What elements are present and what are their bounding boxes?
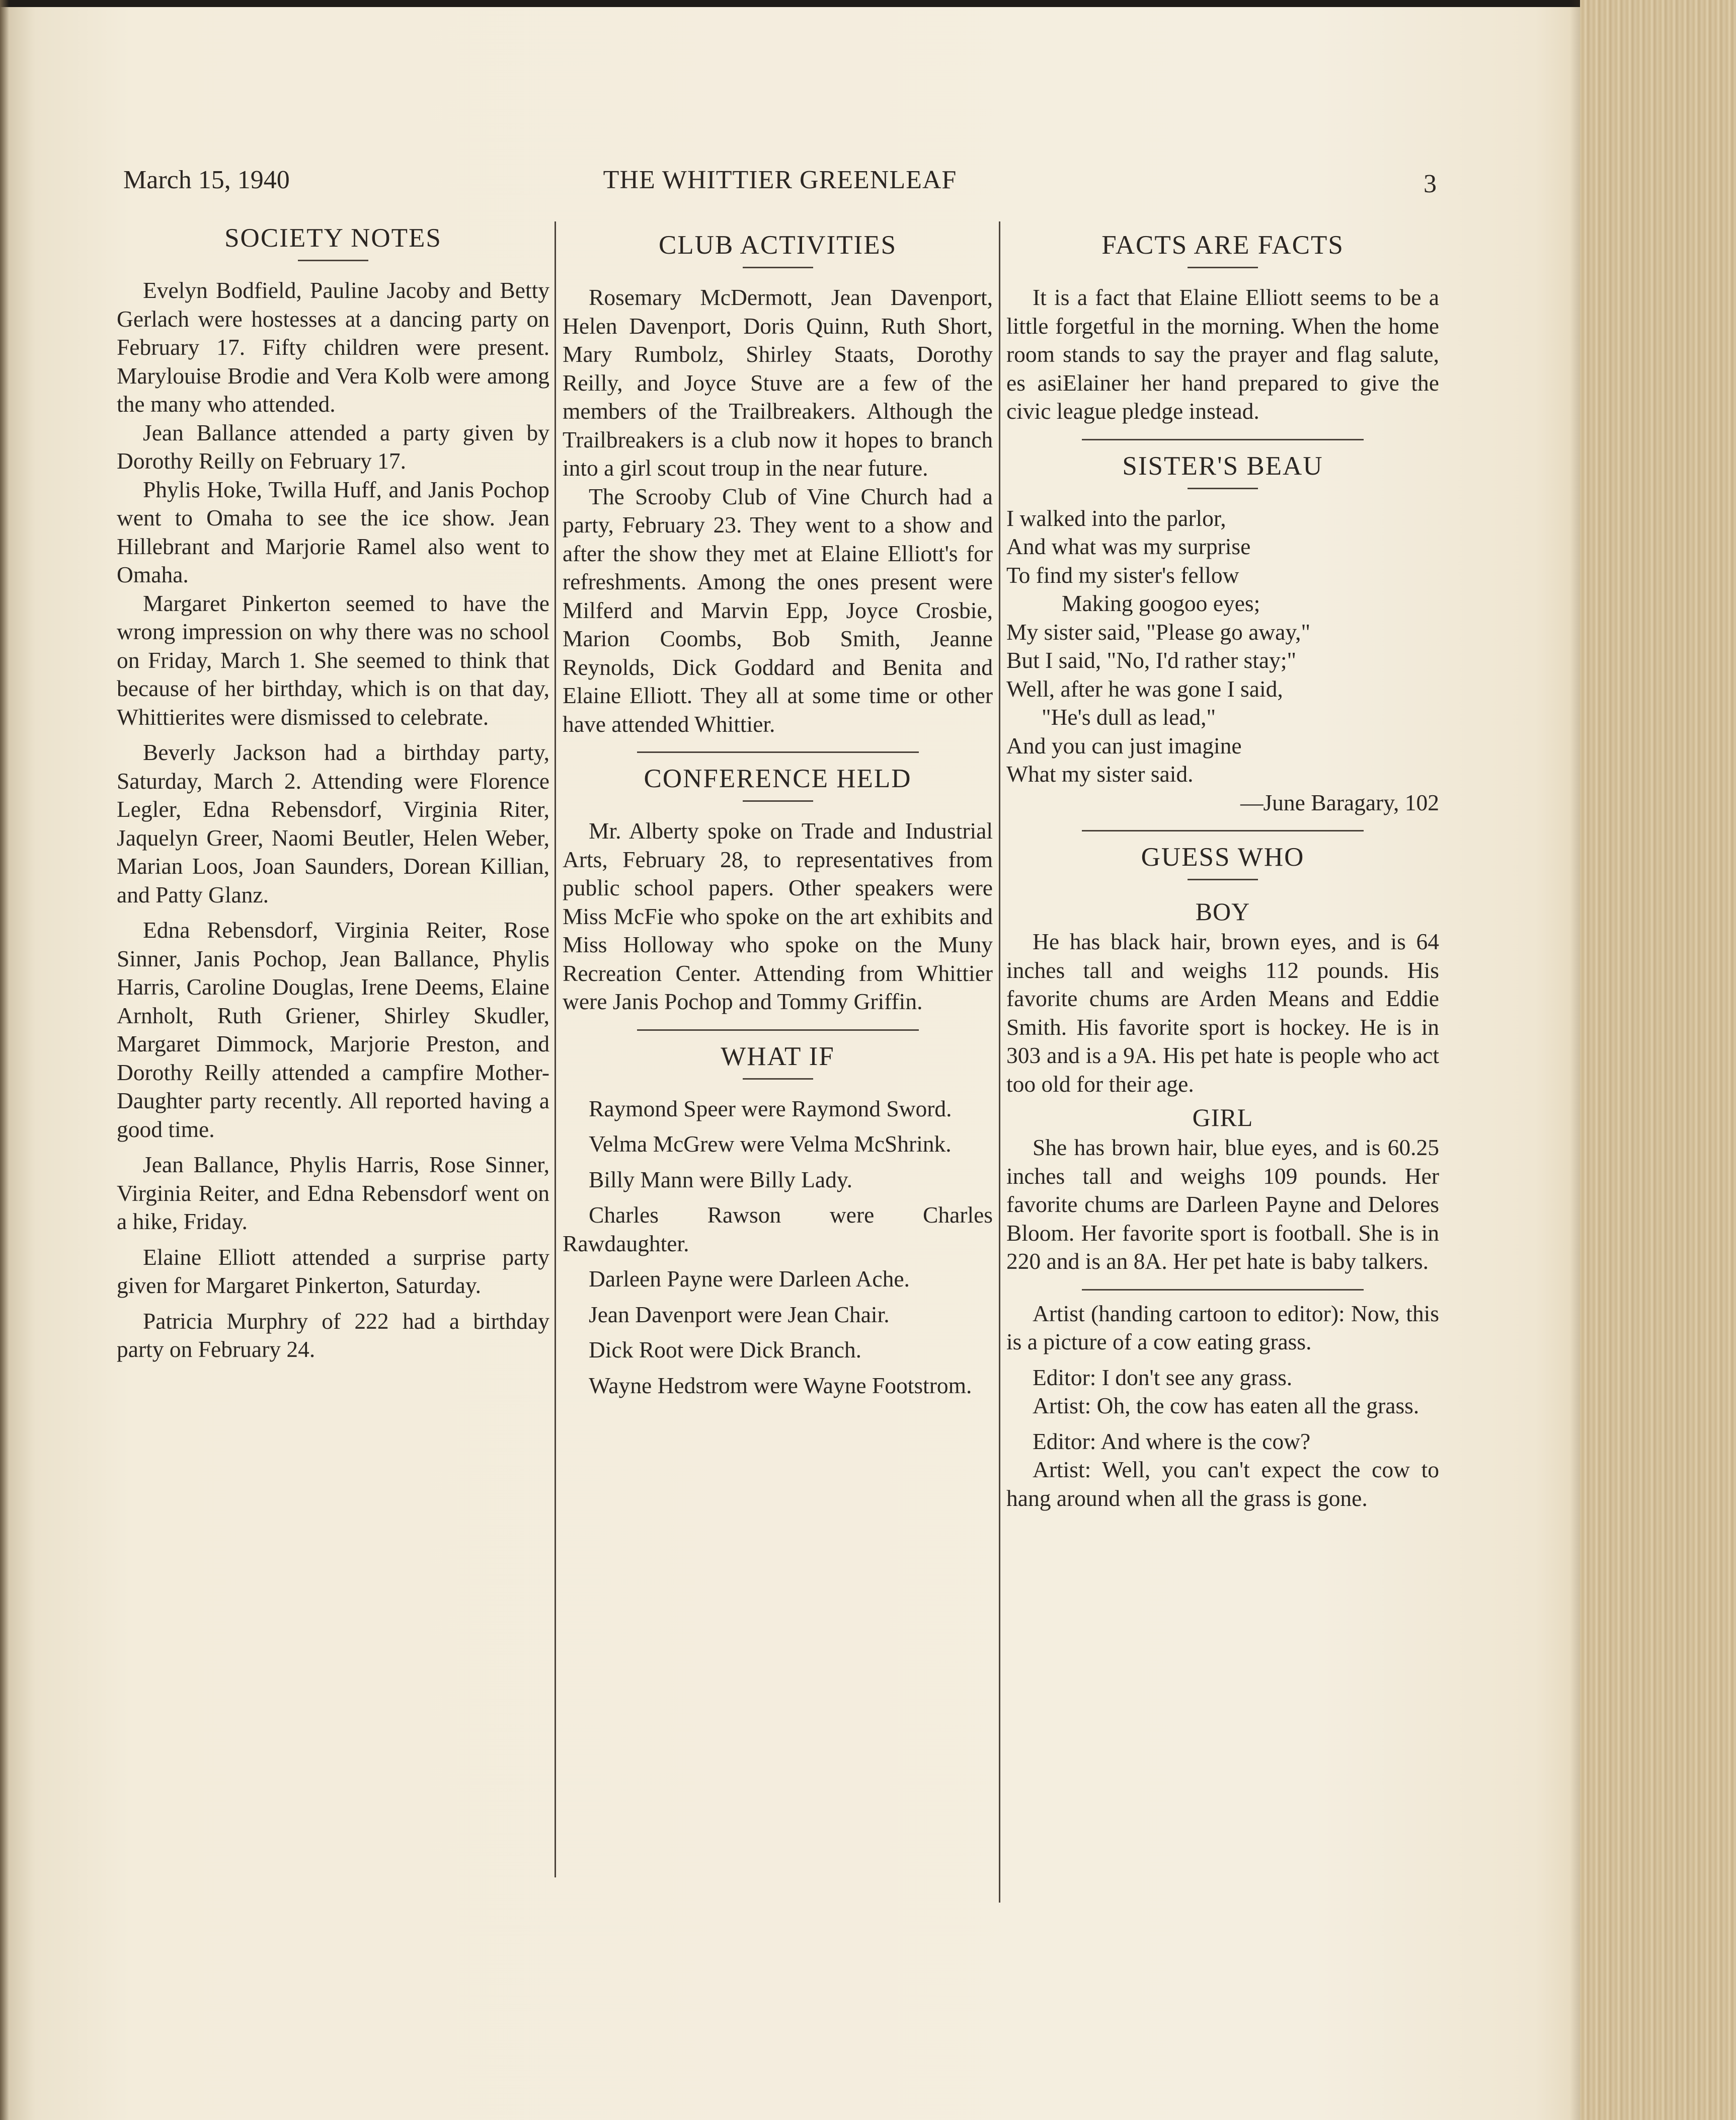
what-if-item: Velma McGrew were Velma McShrink. [589, 1131, 952, 1157]
column-3 [1006, 216, 1439, 1908]
sisters-beau-title: SISTER'S BEAU [1122, 451, 1323, 481]
what-if-item: Raymond Speer were Raymond Sword. [589, 1095, 952, 1121]
guess-who-title: GUESS WHO [1141, 843, 1305, 872]
joke-line: Editor: I don't see any grass. [1033, 1364, 1293, 1390]
section-divider [1082, 1289, 1364, 1291]
joke-line: Editor: And where is the cow? [1033, 1428, 1311, 1454]
what-if-item: Darleen Payne were Darleen Ache. [589, 1266, 910, 1292]
society-paragraph: Edna Rebensdorf, Virginia Reiter, Rose Sinner, Janis Pochop, Jean Ballance, Phylis Harris, Caroline Douglas, Irene Deems, Elaine Arnholt, Ruth Griener, Shirley Skudler, Margaret Dimmock, Marjorie Preston, and Dorothy Reilly attended a campfire Mother-Daughter party recently. All reported having a good time. [117, 917, 549, 1142]
what-if-title: WHAT IF [721, 1041, 835, 1071]
column-1 [117, 216, 549, 1908]
book-spine [1580, 0, 1736, 2120]
facts-paragraph: It is a fact that Elaine Elliott seems to be a little forgetful in the morning. When the home room stands to say the prayer and flag salute, es asiElainer her hand prepared to give the civic league pledge instead. [1006, 284, 1439, 424]
society-paragraph: Margaret Pinkerton seemed to have the wrong impression on why there was no school on Friday, March 1. She seemed to think that because of her birthday, which is on that day, Whittierites were dismissed to celebrate. [117, 590, 549, 730]
girl-description: She has brown hair, blue eyes, and is 60.25 inches tall and weighs 109 pounds. Her favorite chums are Darleen Payne and Delores Bloom. Her favorite sport is football. She is in 220 and is an 8A. Her pet hate is baby talkers. [1006, 1134, 1439, 1274]
conference-held-title: CONFERENCE HELD [644, 764, 912, 793]
poem-line: My sister said, "Please go away," [1006, 619, 1311, 645]
society-paragraph: Jean Ballance, Phylis Harris, Rose Sinner, Virginia Reiter, and Edna Rebensdorf went on a hike, Friday. [117, 1152, 549, 1234]
poem-line: Well, after he was gone I said, [1006, 675, 1283, 702]
girl-label: GIRL [1192, 1103, 1253, 1131]
club-paragraph: The Scrooby Club of Vine Church had a party, February 23. They went to a show and after the show they met at Elaine Elliott's for refreshments. Among the ones present were Milferd and Marvin Epp, Joyce Crosbie, Marion Coombs, Bob Smith, Jeanne Reynolds, Dick Goddard and Benita and Elaine Elliott. They all at some time or other have attended Whittier. [563, 483, 993, 737]
page-left-edge [0, 0, 9, 2120]
title-underline [1188, 488, 1258, 489]
title-underline [1188, 267, 1258, 268]
page-number: 3 [1424, 170, 1437, 198]
what-if-item: Billy Mann were Billy Lady. [589, 1166, 853, 1192]
what-if-item: Dick Root were Dick Branch. [589, 1337, 862, 1362]
society-paragraph: Phylis Hoke, Twilla Huff, and Janis Pochop went to Omaha to see the ice show. Jean Hillebrant and Marjorie Ramel also went to Omaha. [117, 476, 549, 587]
conference-paragraph: Mr. Alberty spoke on Trade and Industrial Arts, February 28, to representatives from public school papers. Other speakers were Miss McFie who spoke on the art exhibits and Miss Holloway who spoke on the Muny Recreation Center. Attending from Whittier were Janis Pochop and Tommy Griffin. [563, 818, 993, 1014]
poem-line: To find my sister's fellow [1006, 562, 1239, 588]
newspaper-title: THE WHITTIER GREENLEAF [603, 166, 957, 194]
column-divider-2 [999, 221, 1000, 1903]
column-2 [563, 216, 993, 1908]
poem-line: But I said, "No, I'd rather stay;" [1006, 647, 1297, 673]
society-paragraph: Jean Ballance attended a party given by Dorothy Reilly on February 17. [117, 419, 549, 474]
section-divider [1082, 830, 1364, 831]
facts-are-facts-title: FACTS ARE FACTS [1101, 231, 1344, 260]
society-paragraph: Elaine Elliott attended a surprise party given for Margaret Pinkerton, Saturday. [117, 1244, 549, 1298]
poem-line: Making googoo eyes; [1062, 590, 1260, 616]
society-paragraph: Beverly Jackson had a birthday party, Saturday, March 2. Attending were Florence Legler, Edna Rebensdorf, Virginia Riter, Jaquelyn Greer, Naomi Beutler, Helen Weber, Marian Loos, Joan Saunders, Dorean Killian, and Patty Glanz. [117, 739, 549, 907]
joke-line: Artist (handing cartoon to editor): Now, this is a picture of a cow eating grass. [1006, 1300, 1439, 1354]
title-underline [743, 1078, 813, 1080]
what-if-item: Jean Davenport were Jean Chair. [589, 1301, 890, 1327]
issue-date: March 15, 1940 [123, 166, 290, 194]
section-divider [637, 751, 919, 753]
poem-line: I walked into the parlor, [1006, 505, 1226, 531]
club-paragraph: Rosemary McDermott, Jean Davenport, Helen Davenport, Doris Quinn, Ruth Short, Mary Rumbolz, Shirley Staats, Dorothy Reilly, and Joyce Stuve are a few of the members of the Trailbreakers. Although the Trailbreakers is a club now it hopes to branch into a girl scout troup in the near future. [563, 284, 993, 481]
title-underline [743, 800, 813, 802]
poem-signature: —June Baragary, 102 [1240, 789, 1439, 815]
poem-line: What my sister said. [1006, 761, 1194, 787]
page-header [123, 160, 1437, 200]
club-activities-title: CLUB ACTIVITIES [658, 231, 897, 260]
joke-line: Artist: Well, you can't expect the cow to hang around when all the grass is gone. [1006, 1457, 1439, 1511]
society-notes-title: SOCIETY NOTES [224, 223, 442, 253]
poem-line: And what was my surprise [1006, 534, 1251, 559]
boy-description: He has black hair, brown eyes, and is 64 inches tall and weighs 112 pounds. His favorite chums are Arden Means and Eddie Smith. His favorite sport is hockey. He is in 303 and is a 9A. His pet hate is people who act too old for their age. [1006, 929, 1439, 1097]
section-divider [1082, 439, 1364, 440]
what-if-item: Wayne Hedstrom were Wayne Footstrom. [589, 1372, 972, 1398]
scan-top-border [0, 0, 1736, 7]
joke-line: Artist: Oh, the cow has eaten all the grass. [1033, 1393, 1419, 1418]
title-underline [298, 260, 368, 261]
poem [1006, 504, 1439, 817]
boy-label: BOY [1195, 897, 1250, 926]
what-if-item: Charles Rawson were Charles Rawdaughter. [563, 1202, 993, 1256]
section-divider [637, 1029, 919, 1031]
society-paragraph: Patricia Murphry of 222 had a birthday party on February 24. [117, 1308, 549, 1362]
poem-line: "He's dull as lead," [1042, 704, 1216, 730]
title-underline [743, 267, 813, 268]
poem-line: And you can just imagine [1006, 732, 1242, 759]
column-divider-1 [555, 221, 556, 1877]
society-paragraph: Evelyn Bodfield, Pauline Jacoby and Betty Gerlach were hostesses at a dancing party on February 17. Fifty children were present. Marylouise Brodie and Vera Kolb were among the many who attended. [117, 277, 549, 417]
title-underline [1188, 879, 1258, 880]
